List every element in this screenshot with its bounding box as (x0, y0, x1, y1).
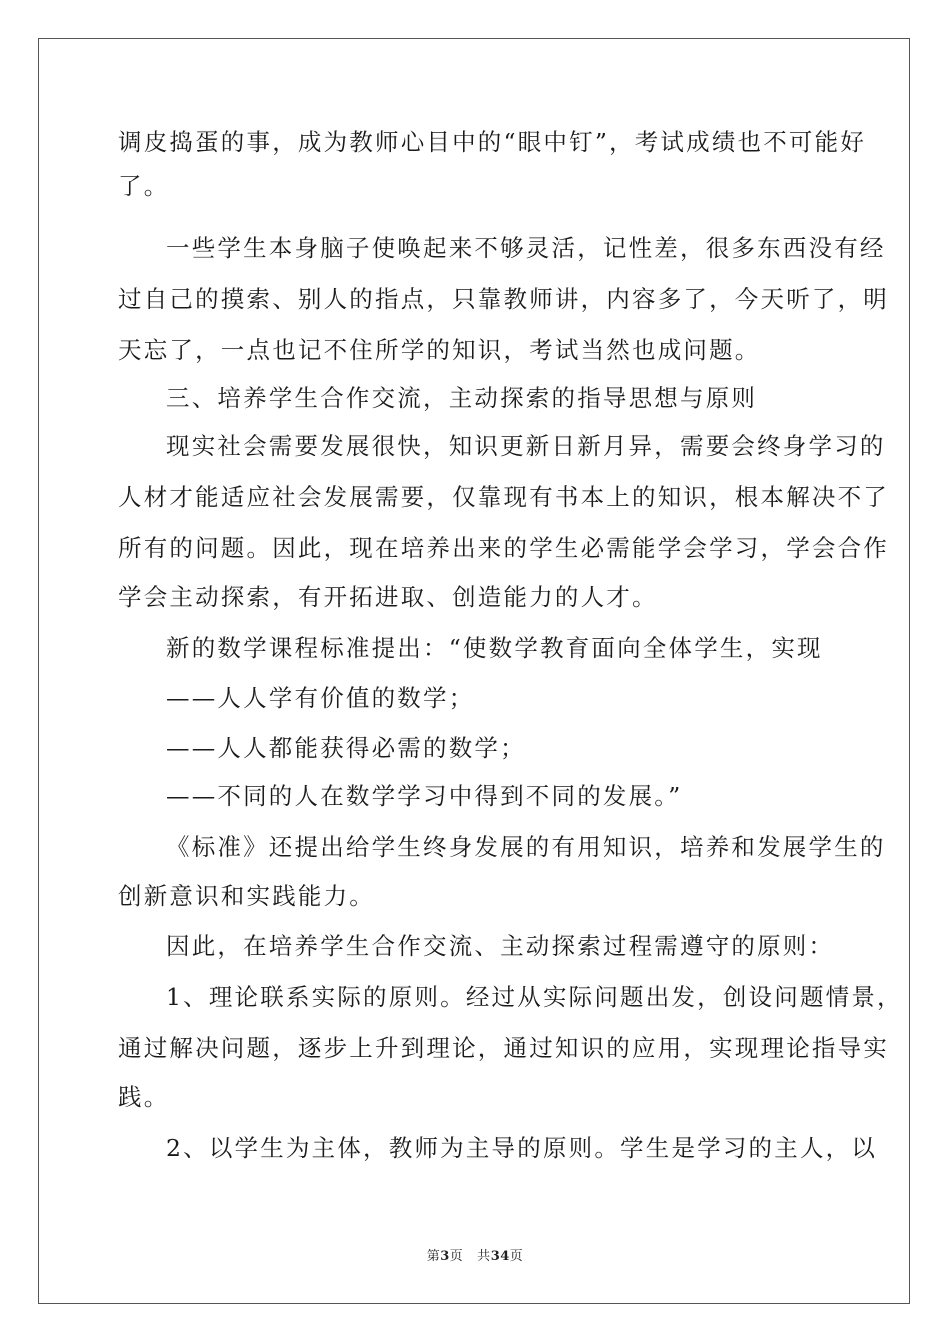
text-line-9: 所有的问题。因此，现在培养出来的学生必需能学会学习，学会合作 (118, 534, 889, 562)
text-line-2: 了。 (118, 172, 170, 200)
quote-line-3: ——不同的人在数学学习中得到不同的发展。” (166, 782, 683, 810)
text-line-1: 调皮捣蛋的事，成为教师心目中的“眼中钉”，考试成绩也不可能好 (118, 128, 867, 156)
text-line-15: 《标准》还提出给学生终身发展的有用知识，培养和发展学生的 (166, 833, 886, 861)
quote-line-2: ——人人都能获得必需的数学； (166, 734, 526, 762)
text-line-11: 新的数学课程标准提出：“使数学教育面向全体学生，实现 (166, 634, 823, 662)
text-line-3: 一些学生本身脑子使唤起来不够灵活，记性差，很多东西没有经 (166, 234, 886, 262)
principle-1-line-3: 践。 (118, 1083, 170, 1111)
text-line-5: 天忘了，一点也记不住所学的知识，考试当然也成问题。 (118, 336, 761, 364)
total-suffix: 页 (509, 1249, 524, 1264)
page-suffix: 页 (449, 1249, 464, 1264)
text-line-8: 人材才能适应社会发展需要，仅靠现有书本上的知识，根本解决不了 (118, 483, 889, 511)
total-prefix: 共 (477, 1249, 491, 1264)
principle-2-line-1: 2、以学生为主体，教师为主导的原则。学生是学习的主人，以 (166, 1134, 878, 1162)
page-prefix: 第 (426, 1249, 441, 1264)
page-footer (0, 1245, 950, 1264)
page-border (38, 38, 910, 1304)
principle-1-line-2: 通过解决问题，逐步上升到理论，通过知识的应用，实现理论指导实 (118, 1034, 889, 1062)
principle-1-line-1: 1、理论联系实际的原则。经过从实际问题出发，创设问题情景， (166, 983, 903, 1011)
section-heading: 三、培养学生合作交流，主动探索的指导思想与原则 (166, 384, 758, 412)
quote-line-1: ——人人学有价值的数学； (166, 684, 475, 712)
total-pages: 34 (490, 1249, 510, 1264)
text-line-17: 因此，在培养学生合作交流、主动探索过程需遵守的原则： (166, 932, 835, 960)
page-number: 3 (440, 1249, 450, 1264)
text-line-10: 学会主动探索，有开拓进取、创造能力的人才。 (118, 583, 658, 611)
text-line-16: 创新意识和实践能力。 (118, 882, 375, 910)
text-line-7: 现实社会需要发展很快，知识更新日新月异，需要会终身学习的 (166, 432, 886, 460)
text-line-4: 过自己的摸索、别人的指点，只靠教师讲，内容多了，今天听了，明 (118, 285, 889, 313)
